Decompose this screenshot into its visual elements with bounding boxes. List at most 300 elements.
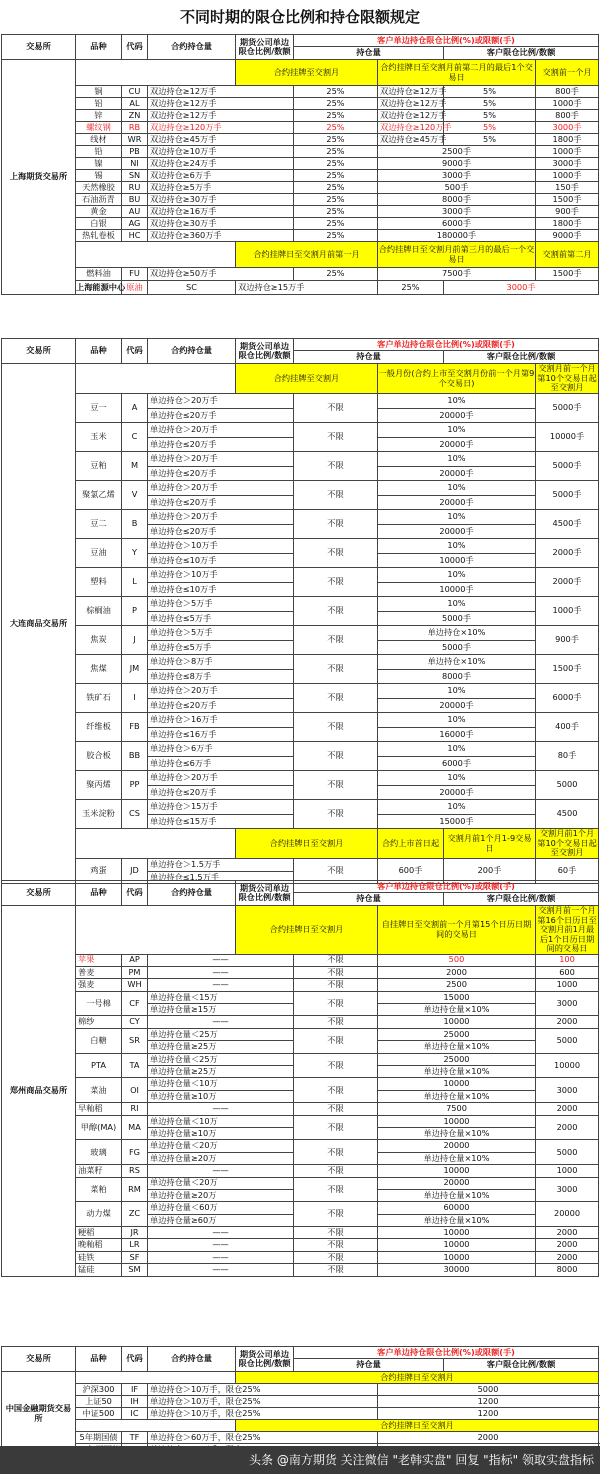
code: RB xyxy=(122,122,148,134)
cell: 单边持仓≤15万手 xyxy=(148,814,294,829)
code: JD xyxy=(122,859,148,884)
header-client-ratio: 客户限仓比例/数额 xyxy=(444,1359,599,1372)
cell: 20000手 xyxy=(378,698,536,713)
cell: 80手 xyxy=(536,742,599,771)
code: FB xyxy=(122,713,148,742)
cell: 不限 xyxy=(294,1078,378,1103)
cell: 不限 xyxy=(294,626,378,655)
cell: 单边持仓＞1.5万手 xyxy=(148,859,294,872)
code: AU xyxy=(122,206,148,218)
cell: 10% xyxy=(378,452,536,467)
code: M xyxy=(122,452,148,481)
variety: 玻璃 xyxy=(76,1140,122,1165)
header-variety: 品种 xyxy=(76,881,122,906)
code: SF xyxy=(122,1251,148,1263)
cell: 1500手 xyxy=(536,268,599,281)
cell: 双边持仓≥12万手 xyxy=(148,86,294,98)
cell: 25000 xyxy=(378,1053,536,1065)
variety: 热轧卷板 xyxy=(76,230,122,242)
code: FG xyxy=(122,1140,148,1165)
cell: 不限 xyxy=(294,1239,378,1251)
variety: 石油沥青 xyxy=(76,194,122,206)
variety: 镍 xyxy=(76,158,122,170)
cell: 不限 xyxy=(294,1202,378,1227)
exchange-dce: 大连商品交易所 xyxy=(2,364,76,884)
code: Y xyxy=(122,539,148,568)
footer-banner: 头条 @南方期货 关注微信 "老韩实盘" 回复 "指标" 领取实盘指标 xyxy=(0,1446,600,1474)
cell: 单边持仓量×10% xyxy=(378,1066,536,1078)
cell: 双边持仓≥12万手 xyxy=(148,110,294,122)
header-code: 代码 xyxy=(122,339,148,364)
cell: 5000手 xyxy=(536,394,599,423)
variety: 强麦 xyxy=(76,979,122,991)
cell: 单边持仓＞6万手 xyxy=(148,742,294,757)
cell: 8000手 xyxy=(378,194,536,206)
cell: 2000 xyxy=(536,1239,599,1251)
code: B xyxy=(122,510,148,539)
cell: 2000 xyxy=(536,1103,599,1115)
cell: 单边持仓量＜20万 xyxy=(148,1177,294,1189)
variety: 原油 xyxy=(122,281,148,295)
header-client-limit: 客户单边持仓限仓比例(%)或限额(手) xyxy=(294,1347,599,1359)
cell: 双边持仓≥15万手 xyxy=(236,281,378,295)
cell: 15000手 xyxy=(378,814,536,829)
cell: 3000 xyxy=(536,991,599,1016)
header-exchange: 交易所 xyxy=(2,35,76,60)
cell: 5000手 xyxy=(536,481,599,510)
cell: 20000手 xyxy=(378,437,536,452)
cell: 单边持仓＞10万手，限仓25% xyxy=(148,1408,378,1420)
cell: 单边持仓≤10万手 xyxy=(148,582,294,597)
header-position: 持仓量 xyxy=(294,351,444,364)
header-code: 代码 xyxy=(122,881,148,906)
cell: 不限 xyxy=(294,713,378,742)
blank xyxy=(76,60,236,86)
period-label: 合约挂牌至交割月 xyxy=(236,60,378,86)
cell: 4500 xyxy=(536,800,599,829)
period-label: 合约挂牌日至交割月前第二月的最后1个交易日 xyxy=(378,60,536,86)
cell: 10000 xyxy=(378,1078,536,1090)
variety: 豆一 xyxy=(76,394,122,423)
code: PB xyxy=(122,146,148,158)
cell: 9000手 xyxy=(536,230,599,242)
cell: 不限 xyxy=(294,1264,378,1276)
cell: 600手 xyxy=(378,859,444,884)
cell: 单边持仓＞20万手 xyxy=(148,684,294,699)
code: SN xyxy=(122,170,148,182)
cell: 10% xyxy=(378,742,536,757)
variety: 胶合板 xyxy=(76,742,122,771)
cell: 单边持仓≤20万手 xyxy=(148,495,294,510)
cell: 单边持仓量×10% xyxy=(378,1041,536,1053)
blank xyxy=(76,906,236,955)
cell: 不限 xyxy=(294,655,378,684)
cell: 10000 xyxy=(378,1016,536,1028)
cell: 2000 xyxy=(536,1227,599,1239)
cell: 1000手 xyxy=(536,98,599,110)
cell: 5000 xyxy=(536,1028,599,1053)
cell: 单边持仓量≥20万 xyxy=(148,1152,294,1164)
cell: 10% xyxy=(378,800,536,815)
cell: 不限 xyxy=(294,1165,378,1177)
cell: 不限 xyxy=(294,510,378,539)
code: IH xyxy=(122,1396,148,1408)
cell: 25% xyxy=(294,230,378,242)
cell: 不限 xyxy=(294,771,378,800)
period-label: 交割月前一个月第16个日历日至交割月前1月最后1个日历日期间的交易日 xyxy=(537,905,597,953)
cell: 不限 xyxy=(294,1028,378,1053)
cell: 25% xyxy=(294,182,378,194)
cell: 单边持仓＞20万手 xyxy=(148,394,294,409)
cell: 25% xyxy=(294,86,378,98)
code: SC xyxy=(148,281,236,295)
cell: 单边持仓量≥60万 xyxy=(148,1214,294,1226)
cell: 不限 xyxy=(294,954,378,966)
cell: 25% xyxy=(294,98,378,110)
cell: 10% xyxy=(378,539,536,554)
cell: 25000 xyxy=(378,1028,536,1040)
header-client-ratio: 客户限仓比例/数额 xyxy=(444,351,599,364)
cell: —— xyxy=(148,1103,294,1115)
header-broker-limit: 期货公司单边限仓比例/数额 xyxy=(236,35,294,60)
code: CS xyxy=(122,800,148,829)
period-label: 交割前第二月 xyxy=(536,242,599,268)
cell: 单边持仓≤1.5万手 xyxy=(148,871,294,884)
cffex-table xyxy=(1,1346,599,1456)
header-contract-position: 合约持仓量 xyxy=(148,35,236,60)
period-label: 合约上市首日起 xyxy=(378,829,444,859)
variety: 硅铁 xyxy=(76,1251,122,1263)
cell: 10% xyxy=(378,510,536,525)
code: TF xyxy=(122,1432,148,1444)
period-label: 一般月份(合约上市至交割月份前一个月第9个交易日) xyxy=(378,364,536,394)
cell: 200手 xyxy=(444,859,536,884)
cell: 20000手 xyxy=(378,785,536,800)
cell: 单边持仓量×10% xyxy=(378,1127,536,1139)
code: AG xyxy=(122,218,148,230)
variety: 菜粕 xyxy=(76,1177,122,1202)
cell: 6000手 xyxy=(378,756,536,771)
cell: 5% xyxy=(444,134,536,146)
code: AP xyxy=(122,954,148,966)
cell: 25% xyxy=(294,206,378,218)
variety: 白银 xyxy=(76,218,122,230)
cell: 10000 xyxy=(378,1251,536,1263)
cell: 10% xyxy=(378,394,536,409)
cell: 不限 xyxy=(294,1140,378,1165)
variety: 焦煤 xyxy=(76,655,122,684)
cell: 10000 xyxy=(378,1227,536,1239)
cell: 400手 xyxy=(536,713,599,742)
variety: 铜 xyxy=(76,86,122,98)
cell: 25% xyxy=(378,281,444,295)
cell: 1000手 xyxy=(536,146,599,158)
cell: 3000 xyxy=(536,1078,599,1103)
cell: 25% xyxy=(294,268,378,281)
cell: 不限 xyxy=(294,800,378,829)
cell: 不限 xyxy=(294,991,378,1016)
blank xyxy=(76,242,236,268)
cell: 500 xyxy=(378,954,536,966)
variety: 锌 xyxy=(76,110,122,122)
cell: 单边持仓量×10% xyxy=(378,1090,536,1102)
cell: 单边持仓量×10% xyxy=(378,1004,536,1016)
variety: 中证500 xyxy=(76,1408,122,1420)
variety: 聚丙烯 xyxy=(76,771,122,800)
cell: 2000 xyxy=(378,966,536,978)
cell: 双边持仓≥5万手 xyxy=(148,182,294,194)
header-contract-position: 合约持仓量 xyxy=(148,881,236,906)
header-position: 持仓量 xyxy=(294,47,444,60)
cell: 单边持仓量≥10万 xyxy=(148,1127,294,1139)
cell: 双边持仓≥16万手 xyxy=(148,206,294,218)
code: C xyxy=(122,423,148,452)
cell: 60000 xyxy=(378,1202,536,1214)
cell: 不限 xyxy=(294,1016,378,1028)
cell: 单边持仓≤5万手 xyxy=(148,640,294,655)
code: PM xyxy=(122,966,148,978)
cell: 不限 xyxy=(294,597,378,626)
cell: 单边持仓＞20万手 xyxy=(148,423,294,438)
cell: 不限 xyxy=(294,1251,378,1263)
code: ZC xyxy=(122,1202,148,1227)
cell: 3000手 xyxy=(444,281,599,295)
header-code: 代码 xyxy=(122,1347,148,1372)
cell: 单边持仓量≥25万 xyxy=(148,1066,294,1078)
variety: PTA xyxy=(76,1053,122,1078)
code: CF xyxy=(122,991,148,1016)
code: I xyxy=(122,684,148,713)
variety: 动力煤 xyxy=(76,1202,122,1227)
cell: 600 xyxy=(536,966,599,978)
cell: 2000 xyxy=(536,1115,599,1140)
code: SM xyxy=(122,1264,148,1276)
cell: 800手 xyxy=(536,86,599,98)
cell: 16000手 xyxy=(378,727,536,742)
cell: 单边持仓量＜25万 xyxy=(148,1028,294,1040)
cell: 单边持仓量×10% xyxy=(378,1152,536,1164)
cell: 10% xyxy=(378,481,536,496)
period-label: 交割月前1个月第10个交易日起至交割月 xyxy=(537,828,597,858)
code: RU xyxy=(122,182,148,194)
cell: 单边持仓＞8万手 xyxy=(148,655,294,670)
header-exchange: 交易所 xyxy=(2,1347,76,1372)
cell: 双边持仓≥24万手 xyxy=(148,158,294,170)
variety: 晚籼稻 xyxy=(76,1239,122,1251)
dce-table xyxy=(1,338,599,884)
cell: 双边持仓≥30万手 xyxy=(148,194,294,206)
header-client-limit: 客户单边持仓限仓比例(%)或限额(手) xyxy=(294,881,599,893)
cell: 10000手 xyxy=(378,582,536,597)
cell: 3000手 xyxy=(536,158,599,170)
cell: 20000 xyxy=(378,1140,536,1152)
code: HC xyxy=(122,230,148,242)
variety: 铁矿石 xyxy=(76,684,122,713)
cell: 不限 xyxy=(294,1115,378,1140)
header-contract-position: 合约持仓量 xyxy=(148,1347,236,1372)
cell: —— xyxy=(148,1227,294,1239)
cell: 150手 xyxy=(536,182,599,194)
period-label: 交割前一个月 xyxy=(536,60,599,86)
header-variety: 品种 xyxy=(76,339,122,364)
cell: 10000 xyxy=(378,1165,536,1177)
period-label: 合约挂牌至交割月 xyxy=(236,364,378,394)
cell: 不限 xyxy=(294,1053,378,1078)
cell: 25% xyxy=(294,158,378,170)
cell: 不限 xyxy=(294,568,378,597)
cell: 不限 xyxy=(294,539,378,568)
cell: 5% xyxy=(444,98,536,110)
cell: 单边持仓＞20万手 xyxy=(148,452,294,467)
variety: 鸡蛋 xyxy=(76,859,122,884)
cell: 1200 xyxy=(378,1408,599,1420)
period-label: 交割月前一个月第10个交易日起至交割月 xyxy=(537,363,597,393)
variety: 天然橡胶 xyxy=(76,182,122,194)
cell: 双边持仓≥45万手 xyxy=(148,134,294,146)
cell: 单边持仓≤5万手 xyxy=(148,611,294,626)
cell: 双边持仓≥120万手 xyxy=(378,122,444,134)
period-label: 合约挂牌日至交割月前第三月的最后一个交易日 xyxy=(378,242,536,268)
code: CU xyxy=(122,86,148,98)
code: A xyxy=(122,394,148,423)
exchange-shfe: 上海期货交易所 xyxy=(2,60,76,295)
cell: 25% xyxy=(294,194,378,206)
cell: 10000 xyxy=(378,1115,536,1127)
variety: 豆粕 xyxy=(76,452,122,481)
variety: 甲醇(MA) xyxy=(76,1115,122,1140)
variety: 塑料 xyxy=(76,568,122,597)
cell: 不限 xyxy=(294,979,378,991)
header-exchange: 交易所 xyxy=(2,881,76,906)
header-client-limit: 客户单边持仓限仓比例(%)或限额(手) xyxy=(294,35,599,47)
cell: 3000 xyxy=(536,1177,599,1202)
blank xyxy=(76,829,236,859)
cell: 10000 xyxy=(536,1053,599,1078)
code: V xyxy=(122,481,148,510)
cell: 单边持仓＞10万手，限仓25% xyxy=(148,1396,378,1408)
header-variety: 品种 xyxy=(76,35,122,60)
variety: 早籼稻 xyxy=(76,1103,122,1115)
cell: 单边持仓≤8万手 xyxy=(148,669,294,684)
header-exchange: 交易所 xyxy=(2,339,76,364)
variety: 焦炭 xyxy=(76,626,122,655)
cell: 10000手 xyxy=(536,423,599,452)
variety: 粳稻 xyxy=(76,1227,122,1239)
cell: 单边持仓×10% xyxy=(378,626,536,641)
cell: 5000手 xyxy=(378,640,536,655)
code: MA xyxy=(122,1115,148,1140)
cell: 1500手 xyxy=(536,194,599,206)
cell: 不限 xyxy=(294,452,378,481)
cell: 25% xyxy=(294,218,378,230)
cell: 500手 xyxy=(378,182,536,194)
cell: 单边持仓量≥10万 xyxy=(148,1090,294,1102)
cell: 25% xyxy=(294,110,378,122)
czce-table xyxy=(1,880,599,1277)
cell: 单边持仓量＜15万 xyxy=(148,991,294,1003)
period-label: 自挂牌日至交割前一个月第15个日历日期间的交易日 xyxy=(378,906,536,955)
cell: 单边持仓量＜10万 xyxy=(148,1078,294,1090)
header-broker-limit: 期货公司单边限仓比例/数额 xyxy=(236,339,294,364)
code: PP xyxy=(122,771,148,800)
variety: 黄金 xyxy=(76,206,122,218)
cell: 单边持仓＞5万手 xyxy=(148,597,294,612)
blank xyxy=(76,1372,236,1384)
variety: 锡 xyxy=(76,170,122,182)
cell: 单边持仓≤20万手 xyxy=(148,524,294,539)
cell: 1000手 xyxy=(536,170,599,182)
exchange-cffex: 中国金融期货交易所 xyxy=(2,1372,76,1456)
cell: 不限 xyxy=(294,1103,378,1115)
exchange-czce: 郑州商品交易所 xyxy=(2,906,76,1277)
cell: 单边持仓＞10万手 xyxy=(148,568,294,583)
variety: 纤维板 xyxy=(76,713,122,742)
cell: 20000手 xyxy=(378,524,536,539)
cell: 5% xyxy=(444,122,536,134)
code: L xyxy=(122,568,148,597)
header-position: 持仓量 xyxy=(294,1359,444,1372)
blank xyxy=(76,364,236,394)
cell: 单边持仓＞20万手 xyxy=(148,510,294,525)
cell: 100 xyxy=(536,954,599,966)
cell: 单边持仓＞5万手 xyxy=(148,626,294,641)
cell: 单边持仓×10% xyxy=(378,655,536,670)
cell: 单边持仓≤20万手 xyxy=(148,408,294,423)
code: RI xyxy=(122,1103,148,1115)
variety: 油菜籽 xyxy=(76,1165,122,1177)
cell: 2000 xyxy=(536,1251,599,1263)
code: NI xyxy=(122,158,148,170)
cell: 单边持仓量×10% xyxy=(378,1214,536,1226)
cell: 9000手 xyxy=(378,158,536,170)
variety: 菜油 xyxy=(76,1078,122,1103)
cell: 20000手 xyxy=(378,495,536,510)
cell: 10% xyxy=(378,684,536,699)
cell: 单边持仓＞10万手 xyxy=(148,539,294,554)
cell: —— xyxy=(148,1165,294,1177)
cell: —— xyxy=(148,1016,294,1028)
cell: 25% xyxy=(294,122,378,134)
cell: 6000手 xyxy=(378,218,536,230)
cell: 不限 xyxy=(294,684,378,713)
variety: 铅 xyxy=(76,146,122,158)
header-broker-limit: 期货公司单边限仓比例/数额 xyxy=(236,1347,294,1372)
cell: 5000手 xyxy=(536,452,599,481)
header-position: 持仓量 xyxy=(294,893,444,906)
code: SR xyxy=(122,1028,148,1053)
cell: 双边持仓≥12万手 xyxy=(148,98,294,110)
cell: 900手 xyxy=(536,626,599,655)
cell: 单边持仓量×10% xyxy=(378,1189,536,1201)
variety: 锰硅 xyxy=(76,1264,122,1276)
variety: 棕榈油 xyxy=(76,597,122,626)
variety: 棉纱 xyxy=(76,1016,122,1028)
variety: 聚氯乙烯 xyxy=(76,481,122,510)
cell: 单边持仓量≥25万 xyxy=(148,1041,294,1053)
cell: —— xyxy=(148,1251,294,1263)
header-client-ratio: 客户限仓比例/数额 xyxy=(444,47,599,60)
cell: 10000 xyxy=(378,1239,536,1251)
variety: 豆油 xyxy=(76,539,122,568)
variety: 沪深300 xyxy=(76,1384,122,1396)
cell: 10% xyxy=(378,597,536,612)
variety: 上证50 xyxy=(76,1396,122,1408)
cell: 单边持仓量≥15万 xyxy=(148,1004,294,1016)
cell: 双边持仓≥10万手 xyxy=(148,146,294,158)
cell: 1200 xyxy=(378,1396,599,1408)
code: WH xyxy=(122,979,148,991)
cell: 10% xyxy=(378,568,536,583)
